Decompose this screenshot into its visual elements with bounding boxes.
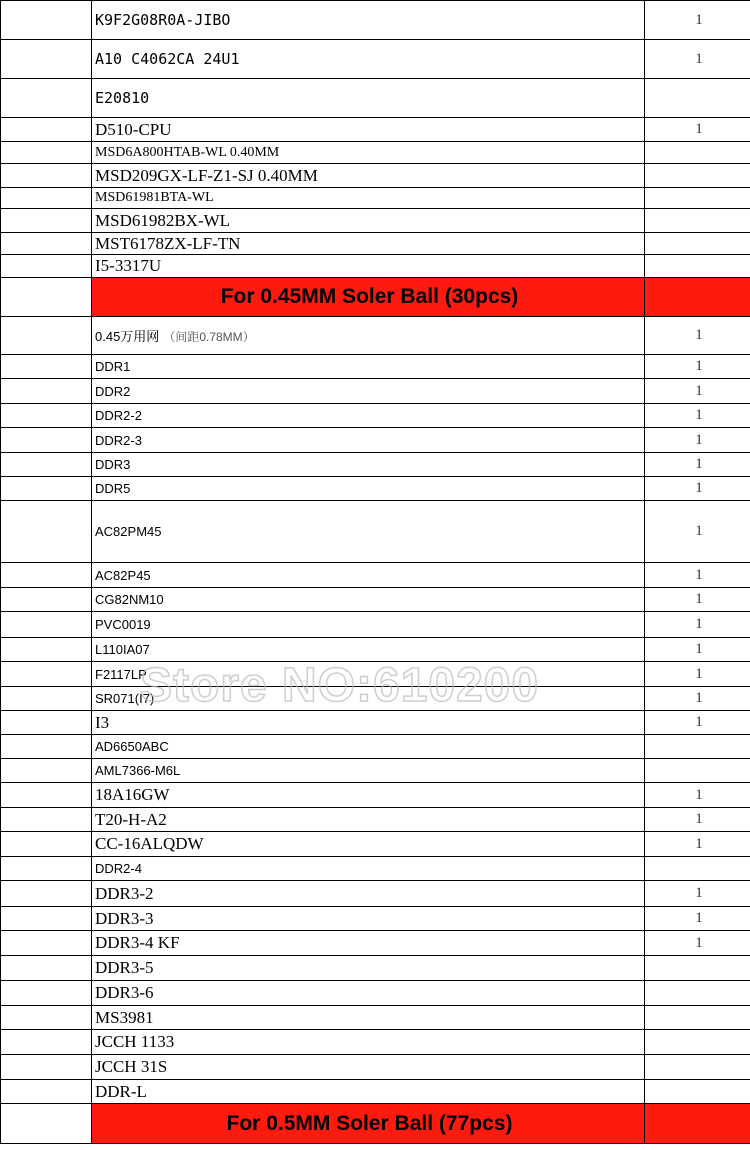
blank-cell xyxy=(1,687,92,711)
quantity: 1 xyxy=(645,379,750,404)
part-name: L110IA07 xyxy=(92,638,645,662)
part-name: D510-CPU xyxy=(92,118,645,142)
table-row xyxy=(1,355,750,379)
table-row xyxy=(1,956,750,981)
part-name: JCCH 31S xyxy=(92,1055,645,1080)
table-row xyxy=(1,832,750,857)
blank-cell xyxy=(1,832,92,857)
quantity: 1 xyxy=(645,453,750,477)
quantity xyxy=(645,188,750,209)
blank-cell xyxy=(1,142,92,164)
part-name: AD6650ABC xyxy=(92,735,645,759)
table-row xyxy=(1,255,750,278)
part-name: I3 xyxy=(92,711,645,735)
part-name: AC82PM45 xyxy=(92,501,645,563)
table-row xyxy=(1,404,750,428)
quantity: 1 xyxy=(645,662,750,687)
table-row xyxy=(1,662,750,687)
table-row xyxy=(1,1080,750,1104)
table-row xyxy=(1,931,750,956)
blank-cell xyxy=(1,1006,92,1030)
section-header: For 0.5MM Soler Ball (77pcs) xyxy=(92,1104,645,1144)
quantity xyxy=(645,209,750,233)
part-name: DDR2-2 xyxy=(92,404,645,428)
part-name: DDR5 xyxy=(92,477,645,501)
table-row xyxy=(1,379,750,404)
blank-cell xyxy=(1,881,92,907)
quantity: 1 xyxy=(645,907,750,931)
section-header-row xyxy=(1,1104,750,1144)
table-row xyxy=(1,857,750,881)
part-name: CG82NM10 xyxy=(92,588,645,612)
part-name: DDR2-4 xyxy=(92,857,645,881)
part-name: MSD61982BX-WL xyxy=(92,209,645,233)
blank-cell xyxy=(1,188,92,209)
blank-cell xyxy=(1,118,92,142)
blank-cell xyxy=(1,278,92,317)
quantity: 1 xyxy=(645,501,750,563)
blank-cell xyxy=(1,1055,92,1080)
quantity: 1 xyxy=(645,687,750,711)
blank-cell xyxy=(1,1104,92,1144)
blank-cell xyxy=(1,1080,92,1104)
table-row xyxy=(1,1,750,40)
blank-cell xyxy=(1,711,92,735)
store-watermark: Store NO:610200 xyxy=(140,659,540,712)
part-name: DDR-L xyxy=(92,1080,645,1104)
table-row xyxy=(1,453,750,477)
blank-cell xyxy=(1,40,92,79)
blank-cell xyxy=(1,783,92,808)
part-name: MSD6A800HTAB-WL 0.40MM xyxy=(92,142,645,164)
quantity: 1 xyxy=(645,404,750,428)
table-row xyxy=(1,79,750,118)
table-row xyxy=(1,1006,750,1030)
blank-cell xyxy=(1,404,92,428)
part-name: JCCH 1133 xyxy=(92,1030,645,1055)
quantity: 1 xyxy=(645,638,750,662)
quantity xyxy=(645,233,750,255)
part-name: I5-3317U xyxy=(92,255,645,278)
blank-cell xyxy=(1,501,92,563)
table-row xyxy=(1,317,750,355)
part-name: F2117LP xyxy=(92,662,645,687)
table-row xyxy=(1,783,750,808)
part-name: MSD209GX-LF-Z1-SJ 0.40MM xyxy=(92,164,645,188)
blank-cell xyxy=(1,981,92,1006)
part-name: AC82P45 xyxy=(92,563,645,588)
section-header: For 0.45MM Soler Ball (30pcs) xyxy=(92,278,645,317)
blank-cell xyxy=(1,1030,92,1055)
part-name: DDR1 xyxy=(92,355,645,379)
quantity: 1 xyxy=(645,355,750,379)
part-name: DDR3-4 KF xyxy=(92,931,645,956)
table-row xyxy=(1,40,750,79)
part-name: AML7366-M6L xyxy=(92,759,645,783)
blank-cell xyxy=(1,255,92,278)
quantity: 1 xyxy=(645,588,750,612)
table-row xyxy=(1,808,750,832)
quantity: 1 xyxy=(645,931,750,956)
quantity xyxy=(645,1055,750,1080)
quantity xyxy=(645,1080,750,1104)
quantity: 1 xyxy=(645,477,750,501)
blank-cell xyxy=(1,612,92,638)
blank-cell xyxy=(1,379,92,404)
table-row xyxy=(1,759,750,783)
part-name: PVC0019 xyxy=(92,612,645,638)
blank-cell xyxy=(1,355,92,379)
table-row xyxy=(1,687,750,711)
table-row xyxy=(1,563,750,588)
part-name: MSD61981BTA-WL xyxy=(92,188,645,209)
blank-cell xyxy=(1,79,92,118)
quantity: 1 xyxy=(645,808,750,832)
quantity: 1 xyxy=(645,118,750,142)
table-row xyxy=(1,907,750,931)
table-row xyxy=(1,1055,750,1080)
quantity xyxy=(645,1030,750,1055)
quantity: 1 xyxy=(645,832,750,857)
quantity: 1 xyxy=(645,1,750,40)
blank-cell xyxy=(1,759,92,783)
blank-cell xyxy=(1,164,92,188)
part-name: T20-H-A2 xyxy=(92,808,645,832)
table-row xyxy=(1,612,750,638)
quantity xyxy=(645,956,750,981)
part-name: DDR3 xyxy=(92,453,645,477)
quantity: 1 xyxy=(645,40,750,79)
quantity: 1 xyxy=(645,563,750,588)
quantity xyxy=(645,1006,750,1030)
header-blank-cell xyxy=(645,278,750,317)
part-name: DDR3-2 xyxy=(92,881,645,907)
quantity xyxy=(645,164,750,188)
table-row xyxy=(1,1030,750,1055)
blank-cell xyxy=(1,317,92,355)
table-row xyxy=(1,188,750,209)
blank-cell xyxy=(1,588,92,612)
table-row xyxy=(1,588,750,612)
part-name: A10 C4062CA 24U1 xyxy=(92,40,645,79)
table-row xyxy=(1,164,750,188)
table-row xyxy=(1,142,750,164)
quantity: 1 xyxy=(645,428,750,453)
part-name: DDR3-5 xyxy=(92,956,645,981)
part-name: DDR2 xyxy=(92,379,645,404)
header-blank-cell xyxy=(645,1104,750,1144)
blank-cell xyxy=(1,956,92,981)
quantity xyxy=(645,981,750,1006)
part-name: MST6178ZX-LF-TN xyxy=(92,233,645,255)
quantity xyxy=(645,759,750,783)
part-name: 18A16GW xyxy=(92,783,645,808)
table-row xyxy=(1,233,750,255)
part-name: SR071(I7) xyxy=(92,687,645,711)
quantity: 1 xyxy=(645,783,750,808)
blank-cell xyxy=(1,477,92,501)
table-row xyxy=(1,881,750,907)
quantity: 1 xyxy=(645,881,750,907)
table-row xyxy=(1,981,750,1006)
blank-cell xyxy=(1,428,92,453)
part-name: E20810 xyxy=(92,79,645,118)
table-row xyxy=(1,428,750,453)
blank-cell xyxy=(1,1,92,40)
quantity: 1 xyxy=(645,317,750,355)
blank-cell xyxy=(1,638,92,662)
blank-cell xyxy=(1,209,92,233)
blank-cell xyxy=(1,857,92,881)
blank-cell xyxy=(1,563,92,588)
part-name: DDR3-6 xyxy=(92,981,645,1006)
table-row xyxy=(1,711,750,735)
table-row xyxy=(1,735,750,759)
part-name xyxy=(92,317,645,355)
part-name: K9F2G08R0A-JIBO xyxy=(92,1,645,40)
quantity xyxy=(645,735,750,759)
table-row xyxy=(1,118,750,142)
blank-cell xyxy=(1,735,92,759)
quantity xyxy=(645,79,750,118)
quantity: 1 xyxy=(645,711,750,735)
blank-cell xyxy=(1,233,92,255)
table-row xyxy=(1,638,750,662)
blank-cell xyxy=(1,662,92,687)
part-name: DDR3-3 xyxy=(92,907,645,931)
blank-cell xyxy=(1,931,92,956)
blank-cell xyxy=(1,808,92,832)
section-header-row xyxy=(1,278,750,317)
quantity xyxy=(645,142,750,164)
blank-cell xyxy=(1,453,92,477)
table-row xyxy=(1,477,750,501)
quantity: 1 xyxy=(645,612,750,638)
part-name: DDR2-3 xyxy=(92,428,645,453)
table-row xyxy=(1,501,750,563)
quantity xyxy=(645,255,750,278)
part-name: CC-16ALQDW xyxy=(92,832,645,857)
part-name: MS3981 xyxy=(92,1006,645,1030)
table-row xyxy=(1,209,750,233)
blank-cell xyxy=(1,907,92,931)
part-label: 0.45万用网 xyxy=(95,329,160,344)
part-note: （间距0.78MM） xyxy=(163,330,255,344)
quantity xyxy=(645,857,750,881)
